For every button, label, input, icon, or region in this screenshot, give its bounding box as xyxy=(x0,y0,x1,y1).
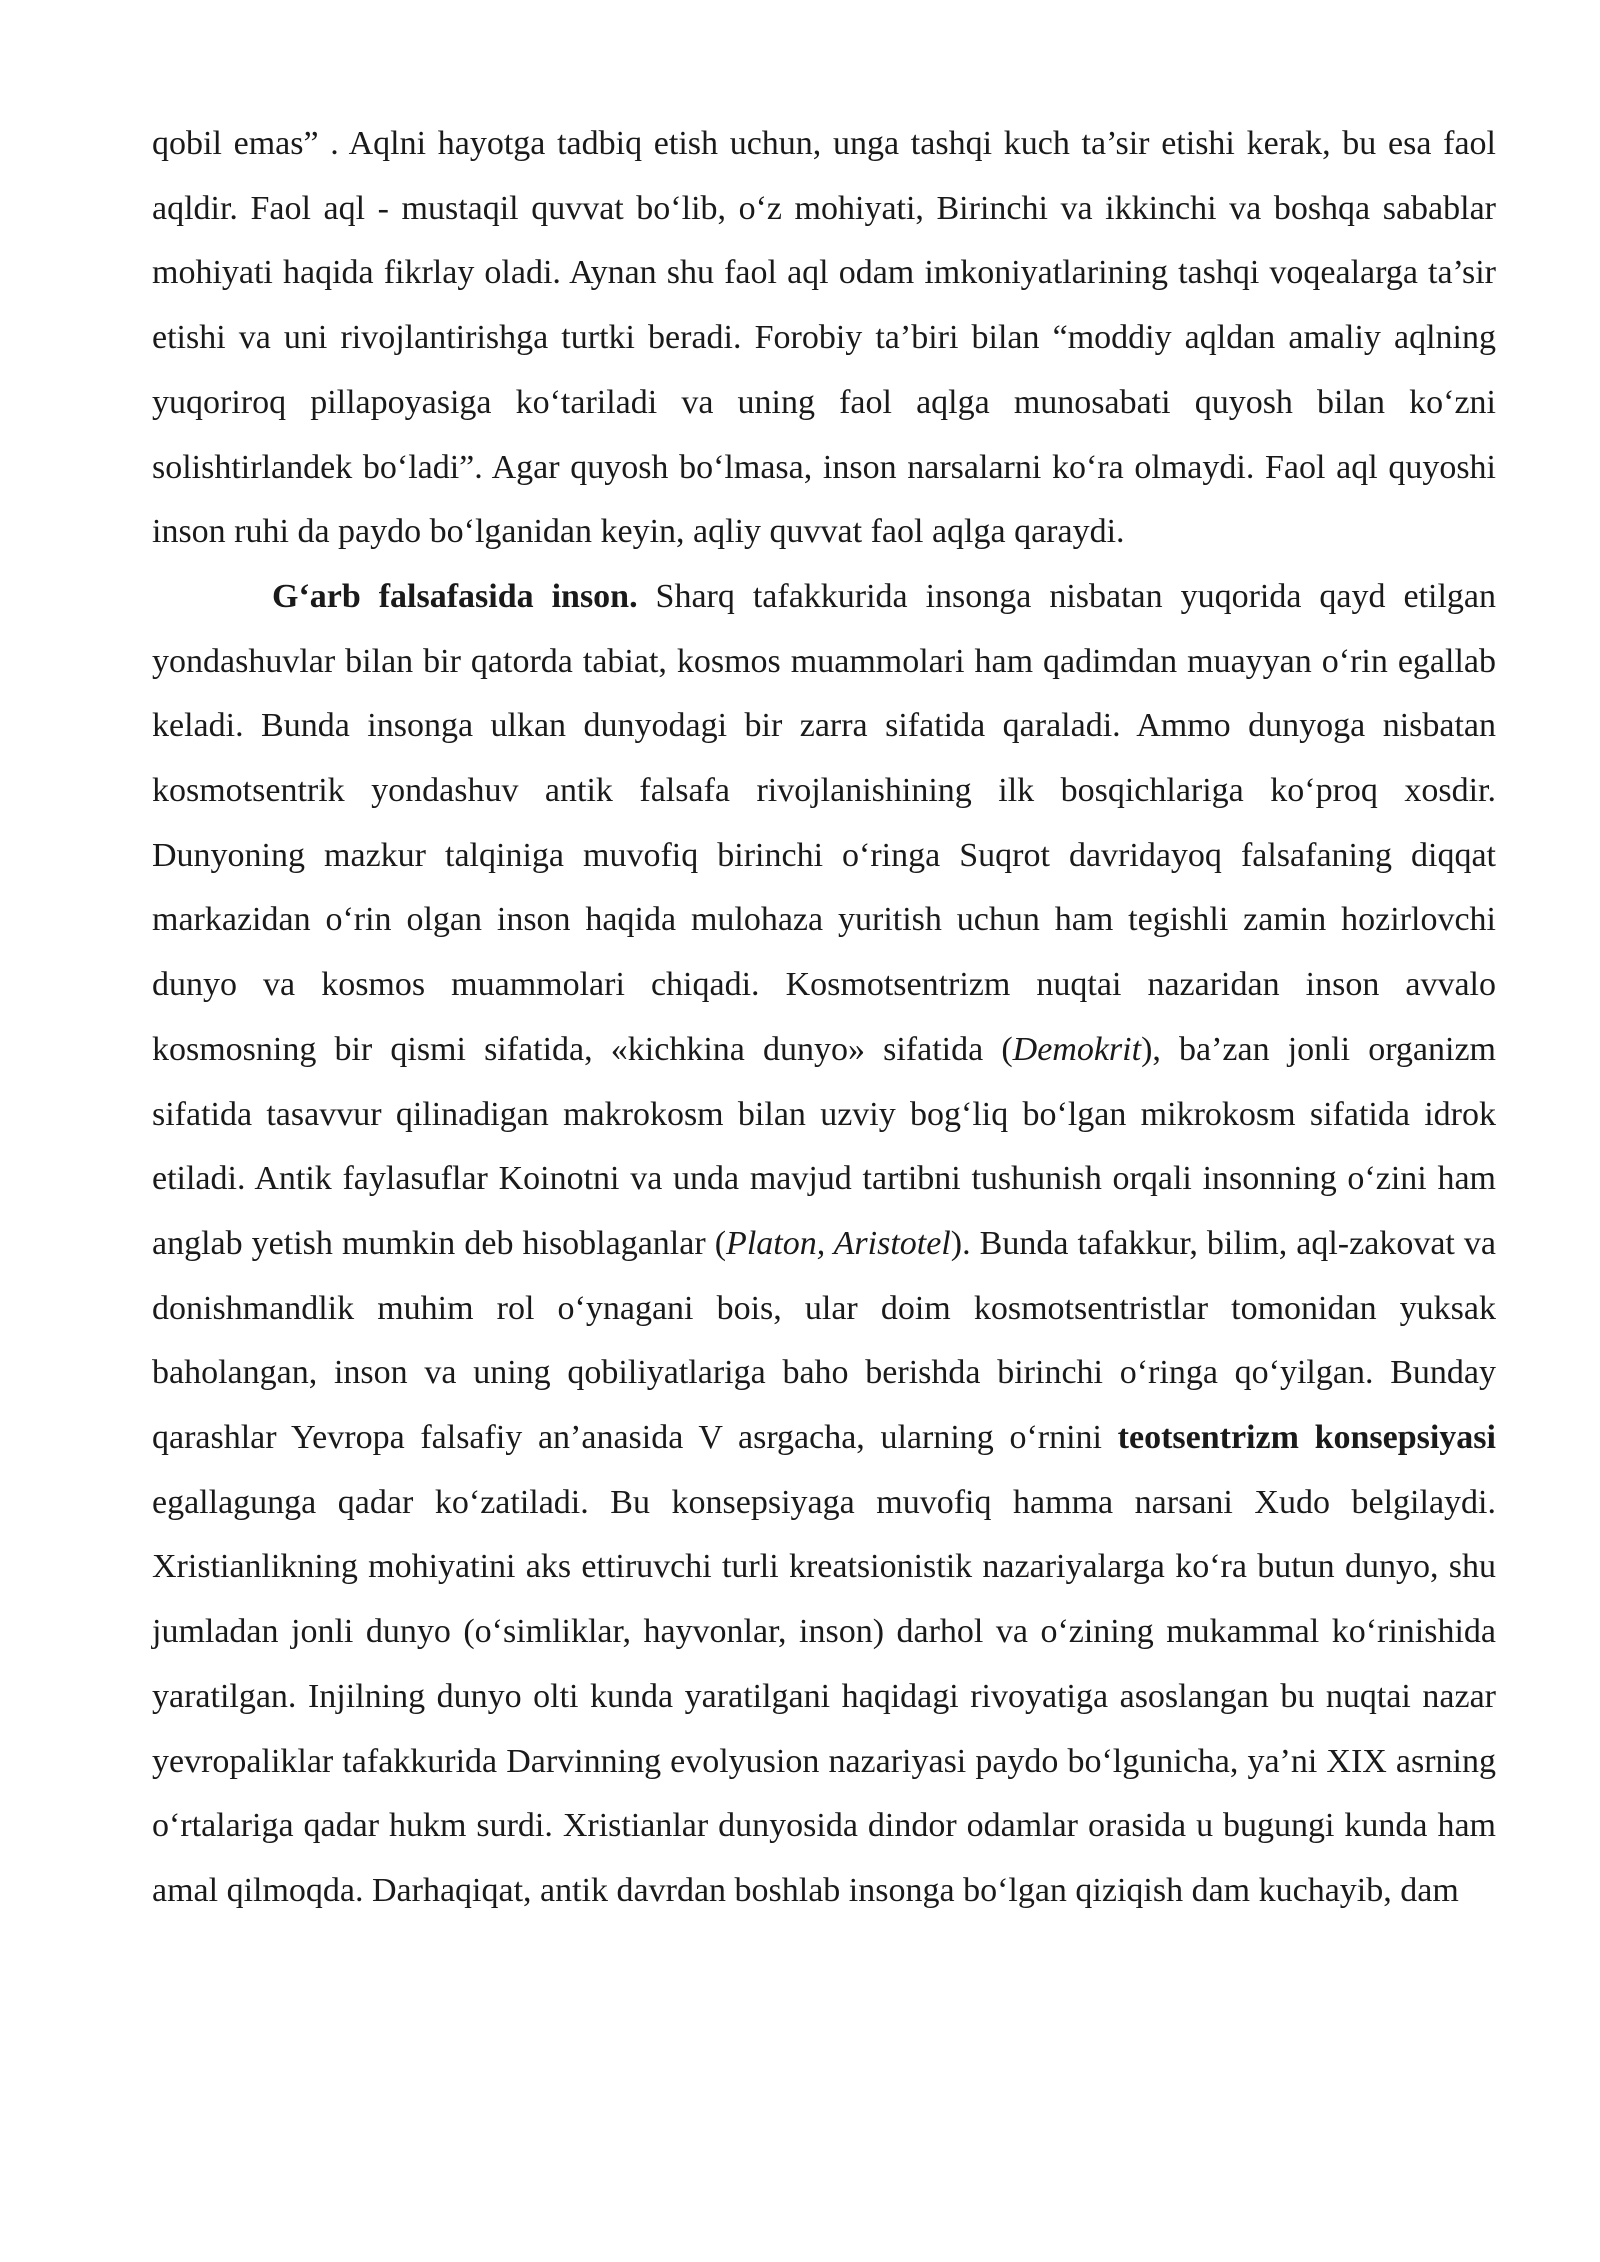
section-heading: G‘arb falsafasida inson. xyxy=(272,577,638,615)
paragraph-text: egallagunga qadar ko‘zatiladi. Bu konsepsiyaga muvofiq hamma narsani Xudo belgilaydi. Xristianlikning mohiyatini aks ettiruvchi turli kreatsionistik nazariyalarga ko‘ra butun dunyo, shu jumladan jonli dunyo (o‘simliklar, hayvonlar, inson) darhol va o‘zining mukammal ko‘rinishida yaratilgan. Injilning dunyo olti kunda yaratilgani haqidagi rivoyatiga asoslangan bu nuqtai nazar yevropaliklar tafakkurida Darvinning evolyusion nazariyasi paydo bo‘lgunicha, ya’ni XIX asrning o‘rtalariga qadar hukm surdi. Xristianlar dunyosida dindor odamlar orasida u bugungi kunda ham amal qilmoqda. Darhaqiqat, antik davrdan boshlab insonga bo‘lgan qiziqish dam kuchayib, dam xyxy=(152,1483,1496,1909)
paragraph-faol-aql xyxy=(152,112,1496,565)
author-reference: Platon, Aristotel xyxy=(726,1224,951,1262)
paragraph-text: qobil emas” . Aqlni hayotga tadbiq etish uchun, unga tashqi kuch ta’sir etishi kerak, bu esa faol aqldir. Faol aql - mustaqil quvvat bo‘lib, o‘z mohiyati, Birinchi va ikkinchi va boshqa sabablar mohiyati haqida fikrlay oladi. Aynan shu faol aql odam imkoniyatlarining tashqi voqealarga ta’sir etishi va uni rivojlantirishga turtki beradi. Forobiy ta’biri bilan “moddiy aqldan amaliy aqlning yuqoriroq pillapoyasiga ko‘tariladi va uning faol aqlga munosabati quyosh bilan ko‘zni solishtirlandek bo‘ladi”. Agar quyosh bo‘lmasa, inson narsalarni ko‘ra olmaydi. Faol aql quyoshi inson ruhi da paydo bo‘lganidan keyin, aqliy quvvat faol aqlga qaraydi. xyxy=(152,125,1496,551)
document-body xyxy=(152,112,1496,1924)
paragraph-text: ), ba’zan jonli organizm sifatida tasavvur qilinadigan makrokosm bilan uzviy bog‘liq bo‘lgan mikrokosm sifatida idrok etiladi. Antik faylasuflar Koinotni va unda mavjud tartibni tushunish orqali insonning o‘zini ham anglab yetish mumkin deb hisoblaganlar ( xyxy=(152,1030,1496,1262)
bold-term: teotsentrizm konsepsiyasi xyxy=(1117,1419,1496,1457)
paragraph-garb-falsafasida-inson xyxy=(152,565,1496,1924)
paragraph-text: ). Bunda tafakkur, bilim, aql-zakovat va donishmandlik muhim rol o‘ynagani bois, ular doim kosmotsentristlar tomonidan yuksak baholangan, inson va uning qobiliyatlariga baho berishda birinchi o‘ringa qo‘yilgan. Bunday qarashlar Yevropa falsafiy an’anasida V asrgacha, ularning o‘rnini xyxy=(152,1224,1496,1457)
paragraph-text: Sharq tafakkurida insonga nisbatan yuqorida qayd etilgan yondashuvlar bilan bir qatorda tabiat, kosmos muammolari ham qadimdan muayyan o‘rin egallab keladi. Bunda insonga ulkan dunyodagi bir zarra sifatida qaraladi. Ammo dunyoga nisbatan kosmotsentrik yondashuv antik falsafa rivojlanishining ilk bosqichlariga ko‘proq xosdir. Dunyoning mazkur talqiniga muvofiq birinchi o‘ringa Suqrot davridayoq falsafaning diqqat markazidan o‘rin olgan inson haqida mulohaza yuritish uchun ham tegishli zamin hozirlovchi dunyo va kosmos muammolari chiqadi. Kosmotsentrizm nuqtai nazaridan inson avvalo kosmosning bir qismi sifatida, «kichkina dunyo» sifatida ( xyxy=(152,577,1496,1068)
author-reference: Demokrit xyxy=(1012,1030,1142,1068)
